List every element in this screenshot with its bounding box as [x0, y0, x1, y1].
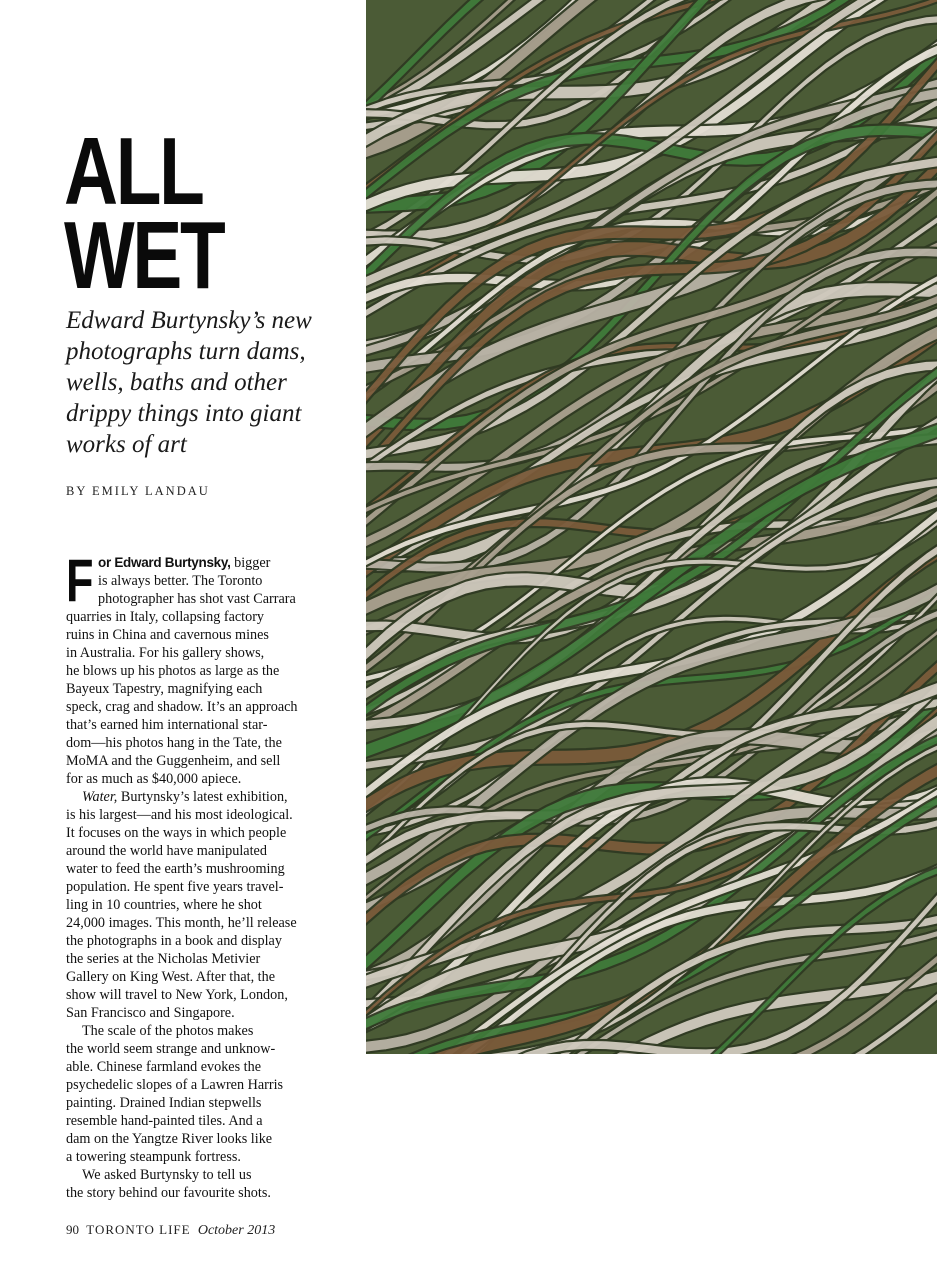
- page-number: 90: [66, 1222, 79, 1237]
- body-line: resemble hand-painted tiles. And a: [66, 1113, 263, 1129]
- body-line: quarries in Italy, collapsing factory: [66, 609, 265, 625]
- lead-in: or Edward Burtynsky,: [98, 555, 231, 570]
- dek-line: drippy things into giant: [66, 400, 302, 427]
- body-line: It focuses on the ways in which people: [66, 825, 287, 841]
- body-line: able. Chinese farmland evokes the: [66, 1059, 262, 1075]
- body-line: the world seem strange and unknow-: [66, 1041, 276, 1057]
- body-line: around the world have manipulated: [66, 843, 267, 859]
- body-line: ruins in China and cavernous mines: [66, 627, 269, 643]
- body-line: for as much as $40,000 apiece.: [66, 771, 242, 787]
- exhibition-title: Water,: [82, 789, 118, 805]
- body-line: or Edward Burtynsky, bigger: [98, 555, 271, 571]
- headline: [64, 118, 290, 309]
- headline-line-2: WET: [64, 202, 224, 309]
- body-line: a towering steampunk fortress.: [66, 1149, 241, 1165]
- body-line: population. He spent five years travel-: [66, 879, 284, 895]
- drop-cap: F: [66, 547, 94, 614]
- article-body: [66, 547, 336, 1202]
- body-line: MoMA and the Guggenheim, and sell: [66, 753, 281, 769]
- body-line: The scale of the photos makes: [82, 1023, 254, 1039]
- dek-line: wells, baths and other: [66, 369, 287, 396]
- magazine-name: TORONTO LIFE: [86, 1222, 191, 1237]
- dek-line: photographs turn dams,: [66, 338, 306, 365]
- body-line: Gallery on King West. After that, the: [66, 969, 275, 985]
- body-line: is always better. The Toronto: [98, 573, 263, 589]
- byline: BY EMILY LANDAU: [66, 484, 210, 498]
- body-line: painting. Drained Indian stepwells: [66, 1095, 262, 1111]
- dek-line: works of art: [66, 431, 187, 458]
- body-line: ling in 10 countries, where he shot: [66, 897, 262, 913]
- rice-terrace-photo: [366, 0, 937, 1054]
- dek-line: Edward Burtynsky’s new: [66, 307, 312, 334]
- rice-terrace-image: [366, 0, 937, 1054]
- body-line: psychedelic slopes of a Lawren Harris: [66, 1077, 284, 1093]
- body-line: speck, crag and shadow. It’s an approach: [66, 699, 298, 715]
- body-line: show will travel to New York, London,: [66, 987, 288, 1003]
- body-line: 24,000 images. This month, he’ll release: [66, 915, 297, 931]
- body-line: the series at the Nicholas Metivier: [66, 951, 261, 967]
- headline-line-1: ALL: [64, 118, 203, 225]
- body-line: the photographs in a book and display: [66, 933, 282, 949]
- body-line: dom—his photos hang in the Tate, the: [66, 735, 282, 751]
- body-line: photographer has shot vast Carrara: [98, 591, 296, 607]
- body-line: that’s earned him international star-: [66, 717, 268, 733]
- body-line: We asked Burtynsky to tell us: [82, 1167, 252, 1183]
- body-line: San Francisco and Singapore.: [66, 1005, 235, 1021]
- body-line: water to feed the earth’s mushrooming: [66, 861, 285, 877]
- body-line: Water, Burtynsky’s latest exhibition,: [82, 789, 288, 805]
- body-line: the story behind our favourite shots.: [66, 1185, 271, 1201]
- dek: [66, 305, 341, 460]
- body-line: Bayeux Tapestry, magnifying each: [66, 681, 263, 697]
- body-line: is his largest—and his most ideological.: [66, 807, 293, 823]
- body-line: he blows up his photos as large as the: [66, 663, 280, 679]
- issue-date: October 2013: [197, 1223, 276, 1238]
- body-line: dam on the Yangtze River looks like: [66, 1131, 273, 1147]
- body-line: in Australia. For his gallery shows,: [66, 645, 265, 661]
- page-footer: [66, 1222, 275, 1239]
